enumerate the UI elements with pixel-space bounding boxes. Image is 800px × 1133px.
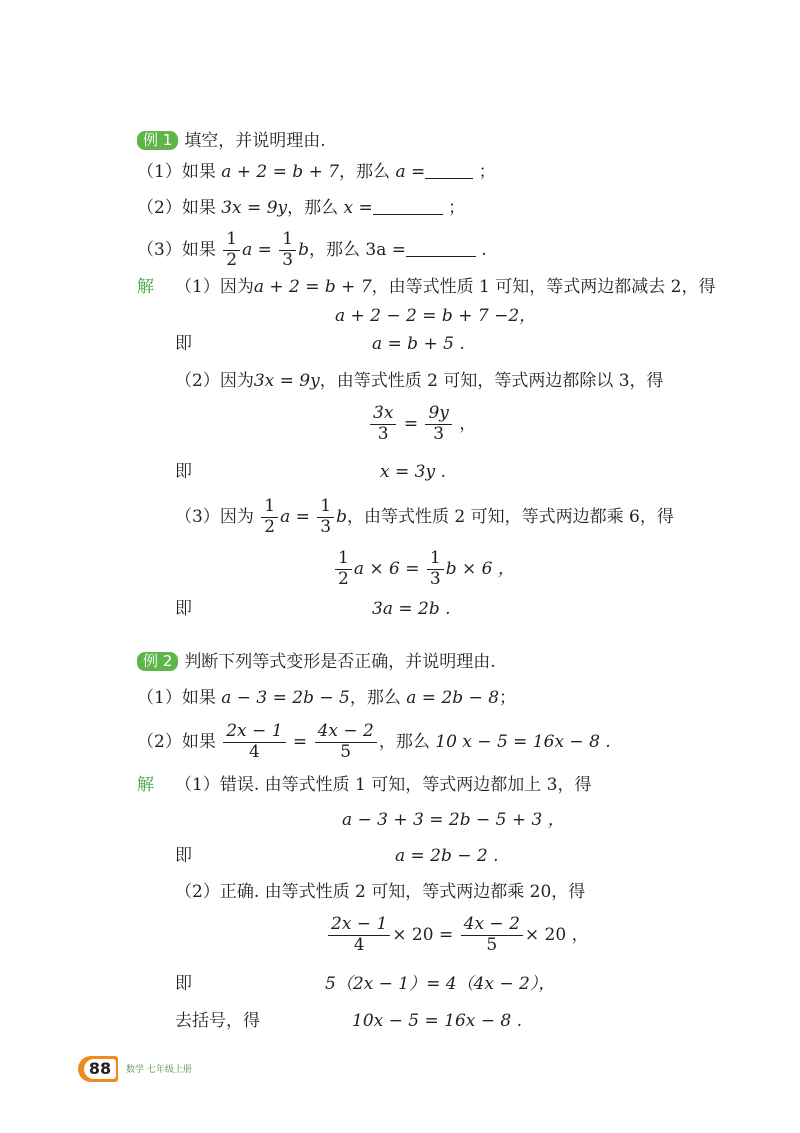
example-1-q1: （1）如果 a + 2 = b + 7，那么 a = ； [137,162,496,182]
solution-1-p2-ji: 即 [175,462,192,482]
solution-1-p3-step: $\frac{1}{2}$ a × 6 = $\frac{1}{3}$ b × 6 ， [333,549,515,589]
solution-2-p2: （2）正确. 由等式性质 2 可知，等式两边都乘 20，得 [175,882,586,902]
fraction: $\frac{1}{3}$ [317,498,334,537]
example-1-q2: （2）如果 3x = 9y，那么 x = ； [137,198,466,218]
solution-2-p2-step: $\frac{2x - 1}{4}$ × 20 = $\frac{4x - 2}{5}$ × 20 ， [326,915,589,955]
solution-1-p3: （3）因为 $\frac{1}{2}$ a = $\frac{1}{3}$ b，由等式性质 2 可知，等式两边都乘 6，得 [175,496,674,537]
page-number: 88 [84,1059,116,1079]
solution-2-p1-result: a = 2b − 2 . [395,846,499,866]
solution-2-p2-result: 10x − 5 = 16x − 8 . [352,1011,523,1031]
answer-blank[interactable] [406,240,476,257]
fraction: $\frac{4x - 2}{5}$ [461,916,523,955]
answer-blank[interactable] [425,162,473,179]
solution-2-expand-label: 去括号，得 [175,1011,260,1031]
solution-1-p3-ji: 即 [175,599,192,619]
example-1-prompt: 填空，并说明理由. [184,131,326,151]
solution-2-p1: （1）错误. 由等式性质 1 可知，等式两边都加上 3，得 [175,775,592,795]
solution-1-p1-ji: 即 [175,334,192,354]
example-2-q1: （1）如果 a − 3 = 2b − 5，那么 a = 2b − 8； [137,688,517,708]
solution-2-label: 解 [137,775,154,795]
example-2-heading [137,651,496,673]
example-1-q3: （3）如果 $\frac{1}{2}$ a = $\frac{1}{3}$ b，那么 3a = . [137,229,487,270]
solution-2-p1-ji: 即 [175,846,192,866]
book-title: 数学 七年级上册 [126,1065,192,1075]
fraction: $\frac{1}{2}$ [223,231,240,270]
answer-blank[interactable] [373,198,443,215]
solution-2-p2-step2: 5（2x − 1）= 4（4x − 2）， [325,974,556,994]
fraction: $\frac{3x}{3}$ [370,405,396,444]
solution-1-p2-step: $\frac{3x}{3}$ = $\frac{9y}{3}$ ， [368,404,476,444]
solution-1-label: 解 [137,277,154,297]
fraction: $\frac{2x - 1}{4}$ [328,916,390,955]
fraction: $\frac{1}{2}$ [335,550,352,589]
example-2-q2: （2）如果 $\frac{2x - 1}{4}$ = $\frac{4x - 2}{5}$ ，那么 10 x − 5 = 16x − 8 . [137,721,611,762]
solution-1-p3-result: 3a = 2b . [372,599,451,619]
solution-2-p2-ji: 即 [175,974,192,994]
fraction: $\frac{1}{2}$ [261,498,278,537]
fraction: $\frac{9y}{3}$ [425,405,451,444]
example-1-heading [137,130,326,152]
fraction: $\frac{2x - 1}{4}$ [223,723,285,762]
solution-1-p1-result: a = b + 5 . [372,334,465,354]
fraction: $\frac{4x - 2}{5}$ [315,723,377,762]
example-2-badge: 例 2 [137,652,178,671]
fraction: $\frac{1}{3}$ [427,550,444,589]
solution-1-p2: （2）因为3x = 9y，由等式性质 2 可知，等式两边都除以 3，得 [175,371,664,391]
solution-1-p1-step: a + 2 − 2 = b + 7 −2， [335,306,537,326]
example-2-prompt: 判断下列等式变形是否正确，并说明理由. [184,652,496,672]
fraction: $\frac{1}{3}$ [279,231,296,270]
example-1-badge: 例 1 [137,131,178,150]
solution-2-p1-step: a − 3 + 3 = 2b − 5 + 3 ， [342,810,565,830]
solution-1-p1: （1）因为a + 2 = b + 7，由等式性质 1 可知，等式两边都减去 2，得 [175,277,716,297]
solution-1-p2-result: x = 3y . [380,462,446,482]
page-number-badge [78,1056,118,1082]
